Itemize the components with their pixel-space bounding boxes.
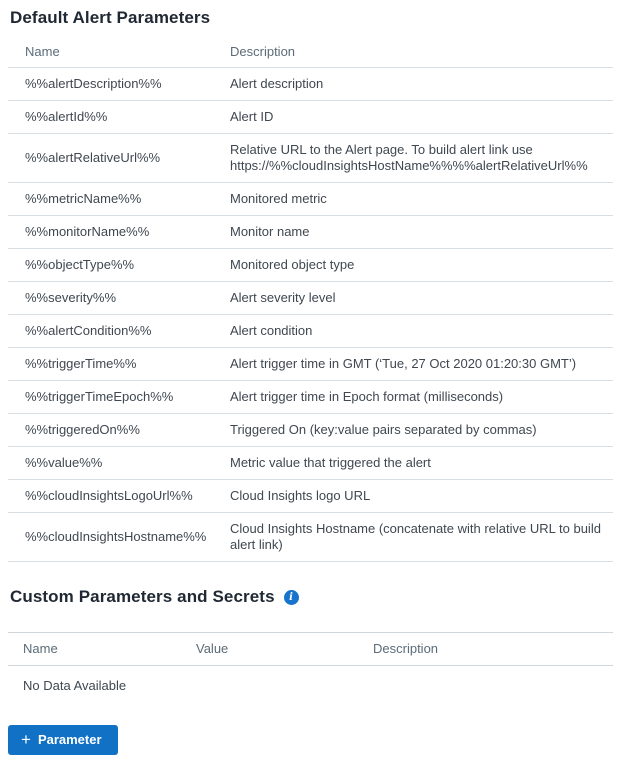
parameter-name: %%triggerTimeEpoch%%: [25, 389, 174, 404]
table-row: [8, 414, 613, 447]
parameter-description: Metric value that triggered the alert: [230, 455, 431, 470]
custom-table-header-row: [8, 632, 613, 666]
parameter-name: %%cloudInsightsHostname%%: [25, 529, 207, 544]
table-row: [8, 282, 613, 315]
table-row: [8, 216, 613, 249]
table-row: [8, 249, 613, 282]
table-row: [8, 447, 613, 480]
info-icon[interactable]: i: [284, 590, 299, 605]
parameter-description: Alert trigger time in Epoch format (milliseconds): [230, 389, 504, 404]
parameter-description: Alert condition: [230, 323, 313, 338]
parameter-name: %%severity%%: [25, 290, 117, 305]
no-data-message: No Data Available: [23, 678, 127, 693]
custom-parameters-title-text: Custom Parameters and Secrets: [10, 587, 275, 606]
table-row: [8, 68, 613, 101]
column-header-value: Value: [196, 641, 229, 656]
plus-icon: +: [21, 729, 31, 749]
column-header-description: Description: [373, 641, 439, 656]
parameter-name: %%alertRelativeUrl%%: [25, 150, 161, 165]
table-row: [8, 183, 613, 216]
column-header-name: Name: [23, 641, 58, 656]
parameter-name: %%triggeredOn%%: [25, 422, 140, 437]
table-row: [8, 381, 613, 414]
parameter-description: Triggered On (key:value pairs separated by commas): [230, 422, 537, 437]
parameter-name: %%cloudInsightsLogoUrl%%: [25, 488, 193, 503]
parameter-name: %%alertId%%: [25, 109, 108, 124]
table-row: [8, 480, 613, 513]
parameter-name: %%value%%: [25, 455, 103, 470]
parameter-name: %%alertDescription%%: [25, 76, 162, 91]
parameter-name: %%triggerTime%%: [25, 356, 137, 371]
parameter-description: Monitor name: [230, 224, 310, 239]
parameter-description: Alert description: [230, 76, 324, 91]
default-parameters-title: [10, 8, 632, 28]
custom-parameters-table: [8, 632, 613, 693]
parameter-description: Cloud Insights Hostname (concatenate with relative URL to build alert link): [230, 521, 601, 552]
default-parameters-table: [8, 37, 613, 562]
custom-parameters-title: [10, 587, 632, 607]
parameter-description: Cloud Insights logo URL: [230, 488, 371, 503]
parameter-name: %%alertCondition%%: [25, 323, 152, 338]
table-row: [8, 134, 613, 183]
parameter-name: %%metricName%%: [25, 191, 142, 206]
table-row: [8, 315, 613, 348]
table-row: [8, 348, 613, 381]
default-table-header-row: [8, 37, 613, 68]
default-table-body: [8, 68, 613, 562]
add-parameter-button[interactable]: [8, 725, 118, 755]
add-parameter-button-label: Parameter: [37, 732, 102, 747]
table-row: [8, 513, 613, 562]
parameter-description: Monitored object type: [230, 257, 355, 272]
parameter-description: Relative URL to the Alert page. To build alert link use https://%%cloudInsightsHostName%%%%alertRelativeUrl%%: [230, 142, 588, 173]
parameter-name: %%objectType%%: [25, 257, 135, 272]
parameter-description: Alert ID: [230, 109, 274, 124]
column-header-name: Name: [25, 44, 60, 59]
parameter-description: Monitored metric: [230, 191, 327, 206]
parameter-description: Alert severity level: [230, 290, 336, 305]
parameter-name: %%monitorName%%: [25, 224, 150, 239]
default-parameters-title-text: Default Alert Parameters: [10, 8, 211, 27]
table-row: [8, 101, 613, 134]
column-header-description: Description: [230, 44, 296, 59]
parameter-description: Alert trigger time in GMT (‘Tue, 27 Oct 2020 01:20:30 GMT’): [230, 356, 577, 371]
